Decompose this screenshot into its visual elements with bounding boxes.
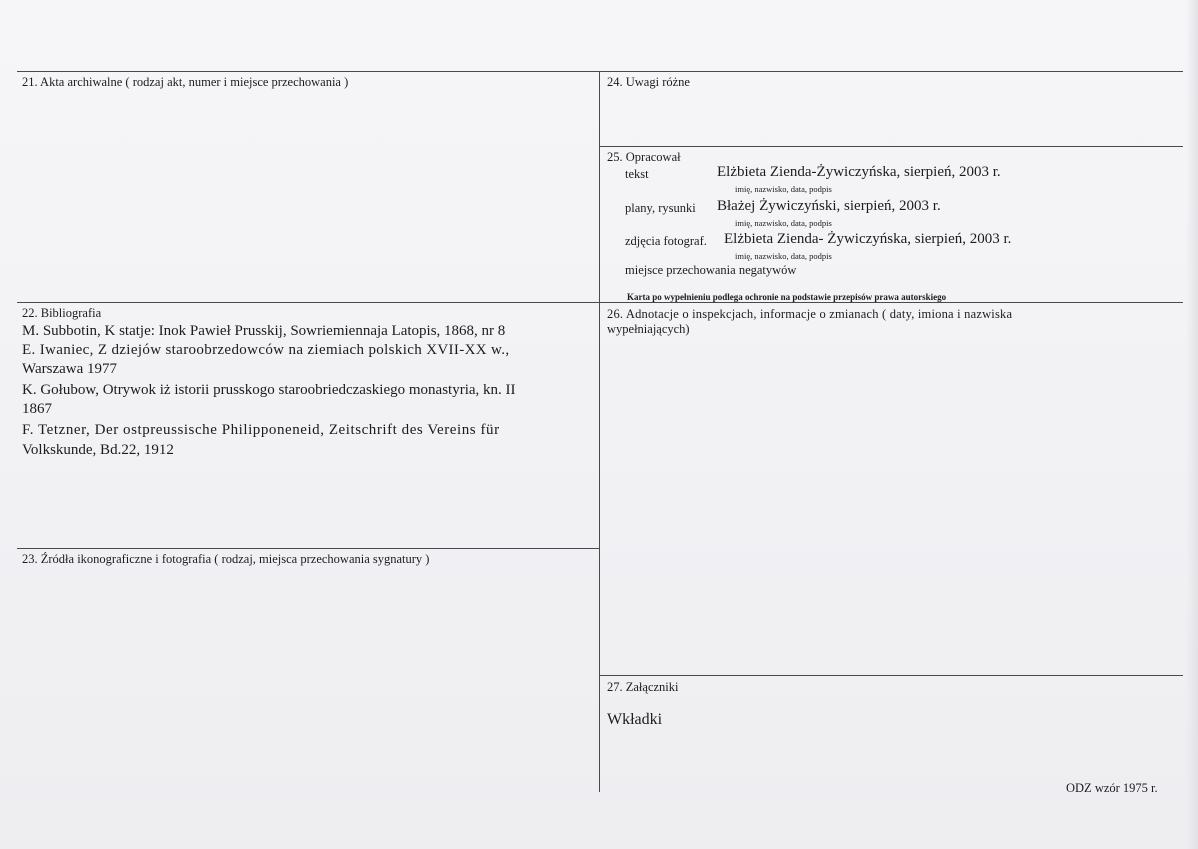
bibliography-entry: F. Tetzner, Der ostpreussische Philipponeneid, Zeitschrift des Vereins für: [22, 422, 500, 438]
center-divider-line: [599, 71, 600, 792]
bibliography-entry: 1867: [22, 401, 52, 417]
negatives-location-label: miejsce przechowania negatywów: [625, 263, 797, 277]
card-edge: [1186, 0, 1198, 849]
author-role-label: tekst: [625, 167, 649, 181]
section-21-title: 21. Akta archiwalne ( rodzaj akt, numer i miejsce przechowania ): [22, 75, 349, 89]
author-value: Elżbieta Zienda- Żywiczyńska, sierpień, 2003 r.: [724, 231, 1012, 247]
divider-line-27: [600, 675, 1183, 676]
section-26-title: 26. Adnotacje o inspekcjach, informacje o zmianach ( daty, imiona i nazwiska: [607, 307, 1013, 321]
bibliography-entry: E. Iwaniec, Z dziejów staroobrzedowców na ziemiach polskich XVII-XX w.,: [22, 342, 510, 358]
bibliography-entry: Warszawa 1977: [22, 361, 118, 377]
author-value: Błażej Żywiczyński, sierpień, 2003 r.: [717, 198, 941, 214]
section-22-title: 22. Bibliografia: [22, 306, 102, 320]
author-value: Elżbieta Zienda-Żywiczyńska, sierpień, 2003 r.: [717, 164, 1001, 180]
divider-line-22: [17, 302, 1183, 303]
form-id-label: ODZ wzór 1975 r.: [1066, 781, 1158, 795]
author-subcaption: imię, nazwisko, data, podpis: [735, 251, 832, 261]
section-25-title: 25. Opracował: [607, 150, 681, 164]
top-border-line: [17, 71, 1183, 72]
section-26-title-cont: wypełniających): [607, 322, 690, 336]
divider-line-25: [600, 146, 1183, 147]
divider-line-23: [17, 548, 600, 549]
attachments-value: Wkładki: [607, 711, 663, 728]
bibliography-entry: Volkskunde, Bd.22, 1912: [22, 442, 174, 458]
section-24-title: 24. Uwagi różne: [607, 75, 690, 89]
author-role-label: zdjęcia fotograf.: [625, 234, 707, 248]
bibliography-entry: K. Gołubow, Otrywok iż istorii prusskogo staroobriedczaskiego monastyria, kn. II: [22, 382, 516, 398]
copyright-note: Karta po wypełnieniu podlega ochronie na podstawie przepisów prawa autorskiego: [627, 292, 947, 302]
bibliography-entry: M. Subbotin, K statje: Inok Pawieł Prusskij, Sowriemiennaja Latopis, 1868, nr 8: [22, 323, 506, 339]
section-23-title: 23. Źródła ikonograficzne i fotografia ( rodzaj, miejsca przechowania sygnatury ): [22, 552, 430, 566]
author-subcaption: imię, nazwisko, data, podpis: [735, 218, 832, 228]
author-role-label: plany, rysunki: [625, 201, 696, 215]
author-subcaption: imię, nazwisko, data, podpis: [735, 184, 832, 194]
section-27-title: 27. Załączniki: [607, 680, 679, 694]
